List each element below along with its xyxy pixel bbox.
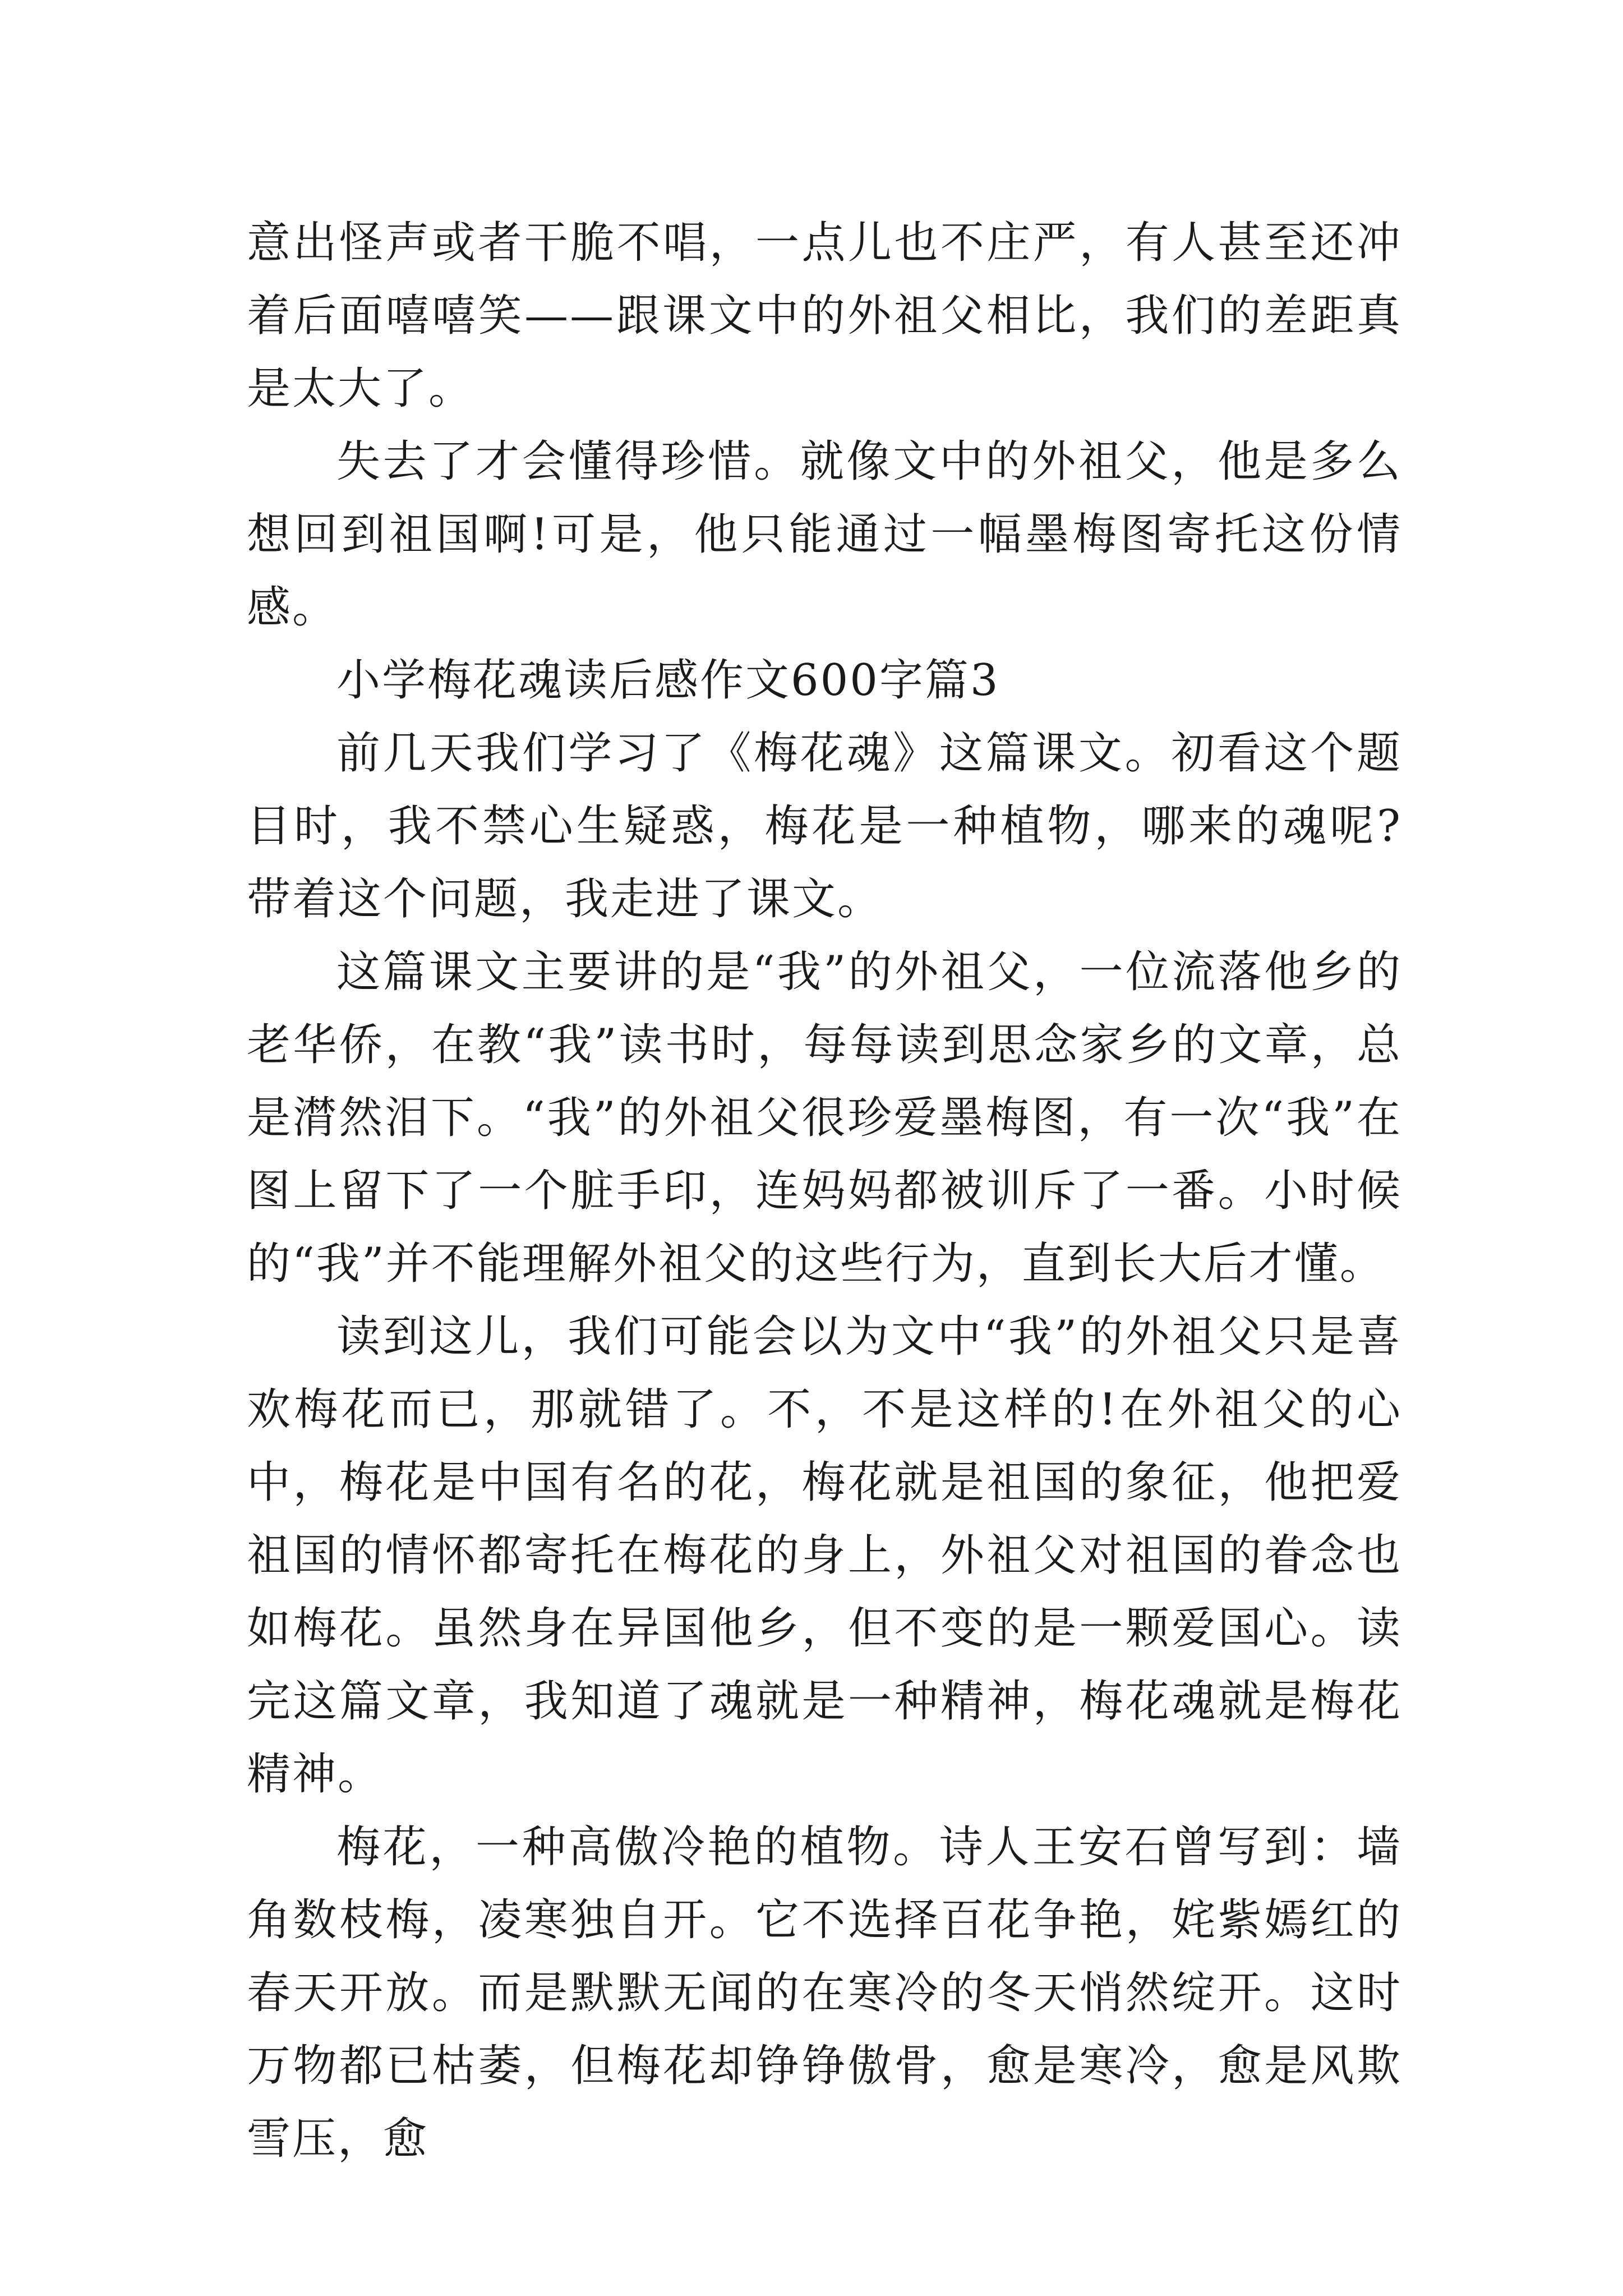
paragraph-reflection: 读到这儿，我们可能会以为文中“我”的外祖父只是喜欢梅花而已，那就错了。不，不是这样的!在外祖父的心中，梅花是中国有名的花，梅花就是祖国的象征，他把爱祖国的情怀都寄托在梅花的身上，外祖父对祖国的眷念也如梅花。虽然身在异国他乡，但不变的是一颗爱国心。读完这篇文章，我知道了魂就是一种精神，梅花魂就是梅花精神。	[247, 1312, 1402, 1800]
article-body	[247, 206, 1402, 2175]
paragraph-continuation: 意出怪声或者干脆不唱，一点儿也不庄严，有人甚至还冲着后面嘻嘻笑——跟课文中的外祖父相比，我们的差距真是太大了。	[247, 218, 1402, 414]
paragraph-summary: 这篇课文主要讲的是“我”的外祖父，一位流落他乡的老华侨，在教“我”读书时，每每读到思念家乡的文章，总是潸然泪下。“我”的外祖父很珍爱墨梅图，有一次“我”在图上留下了一个脏手印，连妈妈都被训斥了一番。小时候的“我”并不能理解外祖父的这些行为，直到长大后才懂。	[247, 947, 1402, 1289]
paragraph-cherish: 失去了才会懂得珍惜。就像文中的外祖父，他是多么想回到祖国啊!可是，他只能通过一幅墨梅图寄托这份情感。	[247, 436, 1402, 633]
section-heading: 小学梅花魂读后感作文600字篇3	[336, 655, 1000, 706]
paragraph-intro: 前几天我们学习了《梅花魂》这篇课文。初看这个题目时，我不禁心生疑惑，梅花是一种植物，哪来的魂呢?带着这个问题，我走进了课文。	[247, 728, 1402, 924]
paragraph-plum-blossom: 梅花，一种高傲冷艳的植物。诗人王安石曾写到：墙角数枝梅，凌寒独自开。它不选择百花争艳，姹紫嫣红的春天开放。而是默默无闻的在寒冷的冬天悄然绽开。这时万物都已枯萎，但梅花却铮铮傲骨，愈是寒冷，愈是风欺雪压，愈	[247, 1822, 1402, 2164]
